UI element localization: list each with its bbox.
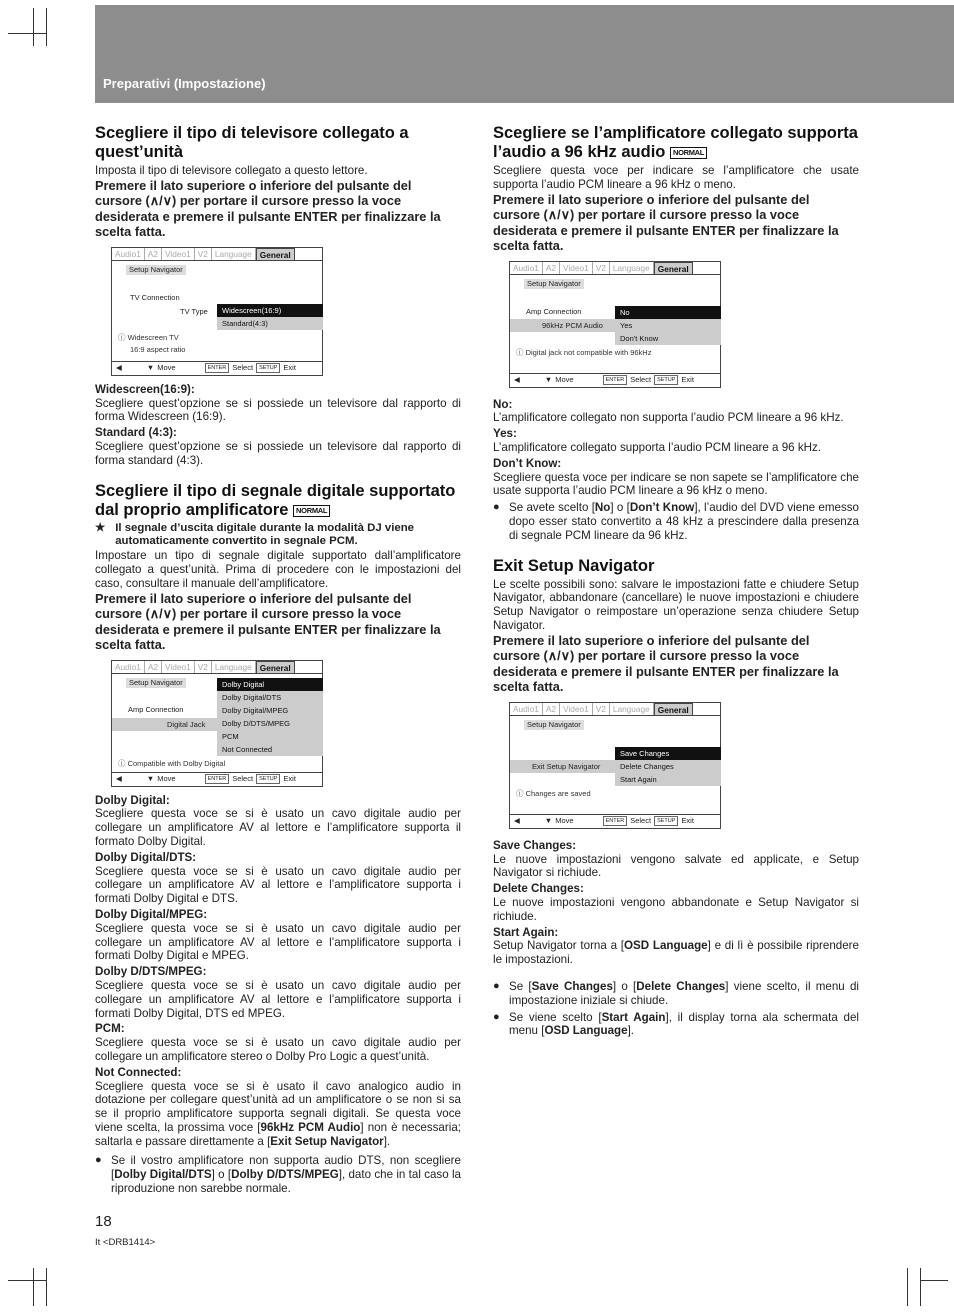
setup-key-icon: SETUP [256,363,280,373]
osd-options [217,304,323,330]
osd-tab: Language [212,661,256,673]
intro-text: Impostare un tipo di segnale digitale supportato dall’amplificatore collegato a quest’unità. Prima di procedere con le impostazioni del caso, consultare il manuale dell’amplificatore. [95,549,461,590]
osd-item-label: Digital Jack [167,719,206,729]
bullet-text [111,1154,461,1195]
keyword: OSD Language [544,1024,628,1038]
osd-info: ⓘ Digital jack not compatible with 96kHz [516,347,652,357]
term: Not Connected: [95,1065,182,1079]
osd-option: PCM [217,730,323,743]
osd-body [112,261,322,361]
desc-dont-know: Scegliere questa voce per indicare se non sapete se l’amplificatore che usate supporta l’audio PCM lineare a 96 kHz o meno. [493,470,859,498]
term-widescreen: Widescreen(16:9): [95,382,195,396]
star-note [95,522,461,550]
instruction-text: Premere il lato superiore o inferiore del pulsante del cursore (∧/∨) per portare il cursore presso la voce desiderata e premere il pulsante ENTER per finalizzare la scelta fatta. [95,177,441,240]
term: Dolby Digital/MPEG: [95,907,208,921]
osd-tab-active: General [654,703,693,715]
desc-no: L’amplificatore collegato non supporta l’audio PCM lineare a 96 kHz. [493,411,844,425]
osd-option: Not Connected [217,743,323,756]
osd-footer [510,814,720,828]
osd-nav-label: Setup Navigator [126,265,186,275]
star-icon: ★ [95,521,106,534]
osd-tab: Video1 [560,703,593,715]
osd-tab: A2 [145,661,162,673]
enter-key-icon: ENTER [603,375,628,385]
osd-tabs [510,262,720,275]
osd-exit: Exit [681,816,694,826]
osd-tab: Audio1 [510,262,543,274]
bullet-text [509,501,859,542]
heading-exit-setup: Exit Setup Navigator [493,556,655,575]
setup-key-icon: SETUP [256,774,280,784]
keyword: No [594,501,611,515]
setup-key-icon: SETUP [654,375,678,385]
osd-tab: Language [610,262,654,274]
page-header [95,5,954,103]
text: Se avete scelto [ [509,501,595,515]
osd-footer [112,772,322,786]
enter-key-icon: ENTER [205,774,230,784]
crop-mark [907,1268,908,1306]
keyword: Dolby D/DTS/MPEG [231,1168,339,1182]
term: Dolby Digital: [95,793,170,807]
osd-body [510,275,720,373]
osd-option: Dolby Digital/MPEG [217,704,323,717]
desc: Scegliere questa voce se si è usato un cavo digitale audio per collegare un amplificatore stereo o Dolby Pro Logic a quest’unità. [95,1036,461,1063]
desc: Scegliere questa voce se si è usato un cavo digitale audio per collegare un amplificatore AV al lettore e l’amplificatore supporta il formato Dolby Digital. [95,807,461,848]
osd-tab: Language [212,248,256,260]
left-arrow-icon: ◀ [116,363,122,373]
term: PCM: [95,1022,125,1036]
text: ] e di lì è possibile riprendere le impostazioni. [493,939,859,967]
osd-screen-tv-type [111,247,323,376]
instruction-text: Premere il lato superiore o inferiore del pulsante del cursore (∧/∨) per portare il cursore presso la voce desiderata e premere il pulsante ENTER per finalizzare la scelta fatta. [493,632,839,695]
left-column [95,124,461,1196]
osd-select: Select [630,816,652,826]
desc: Scegliere questa voce se si è usato un cavo digitale audio per collegare un amplificatore AV al lettore e l’amplificatore supporta i formati Dolby Digital, DTS ed MPEG. [95,978,461,1020]
page-number: 18 [95,1213,112,1230]
term-delete: Delete Changes: [493,882,584,896]
osd-tab: A2 [543,262,560,274]
osd-item-label: Exit Setup Navigator [532,761,601,771]
keyword: Don’t Know [629,501,695,515]
osd-nav-label: Setup Navigator [524,279,584,289]
osd-footer [510,373,720,387]
osd-tab: A2 [145,248,162,260]
text: ] o [ [612,979,637,993]
osd-tabs [112,661,322,674]
bullet-text [509,1011,859,1039]
osd-tab: Audio1 [510,703,543,715]
enter-key-icon: ENTER [603,816,628,826]
keyword: OSD Language [624,939,708,953]
setup-key-icon: SETUP [654,816,678,826]
bullet-note [493,980,859,1008]
crop-mark [920,1280,948,1281]
desc: Scegliere questa voce se si è usato un cavo digitale audio per collegare un amplificatore AV al lettore e l’amplificatore supporta i formati Dolby Digital e DTS. [95,864,461,906]
osd-screen-exit [509,702,721,829]
crop-mark [33,8,34,46]
term-standard: Standard (4:3): [95,426,177,440]
osd-option: Save Changes [615,747,721,760]
desc: Scegliere questa voce se si è usato un cavo digitale audio per collegare un amplificatore AV al lettore e l’amplificatore supporta i formati Dolby Digital e MPEG. [95,921,461,963]
osd-footer [112,361,322,375]
keyword: Exit Setup Navigator [270,1134,384,1148]
bullet-note [95,1154,461,1195]
instruction-text: Premere il lato superiore o inferiore del pulsante del cursore (∧/∨) per portare il cursore presso la voce desiderata e premere il pulsante ENTER per finalizzare la scelta fatta. [493,191,839,254]
osd-select: Select [232,363,254,373]
osd-tab: Video1 [162,661,195,673]
desc-widescreen: Scegliere quest’opzione se si possiede un televisore dal rapporto di forma Widescreen (16:9). [95,396,461,424]
osd-tab: V2 [593,262,610,274]
term: Dolby D/DTS/MPEG: [95,965,207,979]
normal-badge: NORMAL [670,147,707,159]
osd-tab: V2 [195,248,212,260]
bullet-icon: ● [493,979,500,992]
osd-info: 16:9 aspect ratio [130,344,186,354]
osd-tab: V2 [593,703,610,715]
osd-group-label: Amp Connection [128,704,184,714]
osd-tab: Audio1 [112,248,145,260]
osd-option: Start Again [615,773,721,786]
osd-tabs [112,248,322,261]
osd-info: ⓘ Widescreen TV [118,332,179,342]
osd-move: Move [555,375,574,385]
text: ] non è necessaria; saltarla e passare direttamente a [ [95,1120,461,1148]
osd-select: Select [630,375,652,385]
spacer [493,967,859,977]
down-arrow-icon: ▼ [544,816,553,826]
crop-mark [8,33,46,34]
right-column [493,124,859,1038]
text: Se [ [509,979,532,993]
text: ], l’audio del DVD viene emesso dopo esser stato convertito a 48 kHz a prescindere dalla presenza di segnale PCM lineare da 96 kHz. [509,501,859,542]
text: Se viene scelto [ [509,1010,602,1024]
star-note-text: Il segnale d’uscita digitale durante la modalità DJ viene automaticamente convertito in segnale PCM. [115,521,414,548]
osd-tabs [510,703,720,716]
osd-info: ⓘ Changes are saved [516,788,591,798]
down-arrow-icon: ▼ [146,774,155,784]
osd-body [112,674,322,772]
osd-option: Widescreen(16:9) [217,304,323,317]
osd-option: Delete Changes [615,760,721,773]
document-code: It <DRB1414> [95,1237,156,1248]
osd-options [615,306,721,345]
osd-option: Dolby Digital/DTS [217,691,323,704]
left-arrow-icon: ◀ [514,375,520,385]
enter-key-icon: ENTER [205,363,230,373]
keyword: Dolby Digital/DTS [114,1168,212,1182]
down-arrow-icon: ▼ [146,363,155,373]
term-start-again: Start Again: [493,925,559,939]
term-save: Save Changes: [493,838,577,852]
crop-mark [920,1268,921,1306]
desc-start-again [493,939,859,967]
osd-option: Dolby Digital [217,678,323,691]
osd-tab: Video1 [162,248,195,260]
osd-exit: Exit [681,375,694,385]
osd-option: Dolby D/DTS/MPEG [217,717,323,730]
osd-tab: Video1 [560,262,593,274]
osd-screen-96khz [509,261,721,388]
section-title: Preparativi (Impostazione) [103,76,266,91]
osd-tab-active: General [256,248,295,260]
text: Se il vostro amplificatore non supporta audio DTS, non scegliere [ [111,1154,461,1182]
bullet-note [493,1011,859,1039]
term-dont-know: Don’t Know: [493,456,562,470]
text: ], dato che in tal caso la riproduzione non sarebbe normale. [111,1168,462,1196]
bullet-note [493,501,859,542]
text: ] o [ [211,1168,232,1182]
text: ], il display torna ala schermata del menu [ [509,1010,859,1038]
osd-options [615,747,721,786]
heading-96khz [493,124,859,162]
osd-options [217,678,323,756]
osd-option: Standard(4:3) [217,317,323,330]
osd-tab-active: General [654,262,693,274]
heading-text: Scegliere se l’amplificatore collegato supporta l’audio a 96 kHz audio [493,124,858,161]
bullet-icon: ● [493,501,500,514]
heading-digital-signal [95,482,461,520]
osd-info: ⓘ Compatible with Dolby Digital [118,758,226,768]
osd-nav-label: Setup Navigator [524,720,584,730]
heading-text: Scegliere il tipo di segnale digitale supportato dal proprio amplificatore [95,481,456,519]
text: ] o [ [610,501,630,515]
bullet-icon: ● [493,1010,500,1023]
desc-standard: Scegliere quest’opzione se si possiede un televisore dal rapporto di forma standard (4:3). [95,439,461,467]
crop-mark [46,1268,47,1306]
text: Scegliere questa voce se si è usato il cavo analogico audio in dotazione per collegare quest’unità ad un amplificatore o se non si sa se il proprio amplificatore supporta segnali digitali. Se questa voce viene scelta, la prossima voce [ [95,1079,461,1134]
osd-move: Move [157,774,176,784]
osd-item-label: 96kHz PCM Audio [542,320,603,330]
osd-body [510,716,720,814]
intro-text: Le scelte possibili sono: salvare le impostazioni fatte e chiudere Setup Navigator, abbandonare (cancellare) le nuove impostazioni e chiudere Setup Navigator o reimpostare un’operazione senza chiudere Setup Navigator. [493,577,859,632]
osd-screen-digital-jack [111,660,323,787]
keyword: Save Changes [531,979,613,993]
osd-nav-label: Setup Navigator [126,678,186,688]
osd-option: No [615,306,721,319]
text: Setup Navigator torna a [ [493,939,624,953]
osd-select: Select [232,774,254,784]
term: Dolby Digital/DTS: [95,850,197,864]
bullet-icon: ● [95,1154,102,1167]
osd-tab: Audio1 [112,661,145,673]
instruction-text: Premere il lato superiore o inferiore del pulsante del cursore (∧/∨) per portare il cursore presso la voce desiderata e premere il pulsante ENTER per finalizzare la scelta fatta. [95,590,441,653]
term-no: No: [493,397,513,411]
text: ]. [383,1134,391,1148]
osd-tab-active: General [256,661,295,673]
crop-mark [33,1268,34,1306]
term-yes: Yes: [493,427,517,441]
osd-move: Move [555,816,574,826]
desc-save: Le nuove impostazioni vengono salvate ed applicate, e Setup Navigator si richiude. [493,852,859,880]
heading-tv-type: Scegliere il tipo di televisore collegato a quest’unità [95,124,409,161]
osd-tab: A2 [543,703,560,715]
crop-mark [46,8,47,46]
crop-mark [8,1280,46,1281]
osd-group-label: TV Connection [130,292,180,302]
osd-item-label: TV Type [180,306,208,316]
osd-tab: V2 [195,661,212,673]
normal-badge: NORMAL [293,505,330,517]
osd-move: Move [157,363,176,373]
osd-exit: Exit [283,363,296,373]
left-arrow-icon: ◀ [514,816,520,826]
osd-option: Yes [615,319,721,332]
osd-option: Don't Know [615,332,721,345]
desc-delete: Le nuove impostazioni vengono abbandonate e Setup Navigator si richiude. [493,895,859,923]
desc-not-connected [95,1080,461,1149]
keyword: Start Again [601,1010,666,1024]
keyword: Delete Changes [636,979,726,993]
intro-text: Scegliere questa voce per indicare se l’amplificatore che usate supporta l’audio PCM lineare a 96 kHz o meno. [493,164,859,191]
osd-group-label: Amp Connection [526,306,582,316]
osd-exit: Exit [283,774,296,784]
osd-tab: Language [610,703,654,715]
text: ] viene scelto, il menu di impostazione iniziale si chiude. [509,979,860,1007]
keyword: 96kHz PCM Audio [260,1120,361,1134]
left-arrow-icon: ◀ [116,774,122,784]
desc-yes: L’amplificatore collegato supporta l’audio PCM lineare a 96 kHz. [493,440,822,454]
intro-text: Imposta il tipo di televisore collegato a questo lettore. [95,164,368,177]
bullet-text [509,980,859,1008]
text: ]. [627,1024,635,1038]
down-arrow-icon: ▼ [544,375,553,385]
